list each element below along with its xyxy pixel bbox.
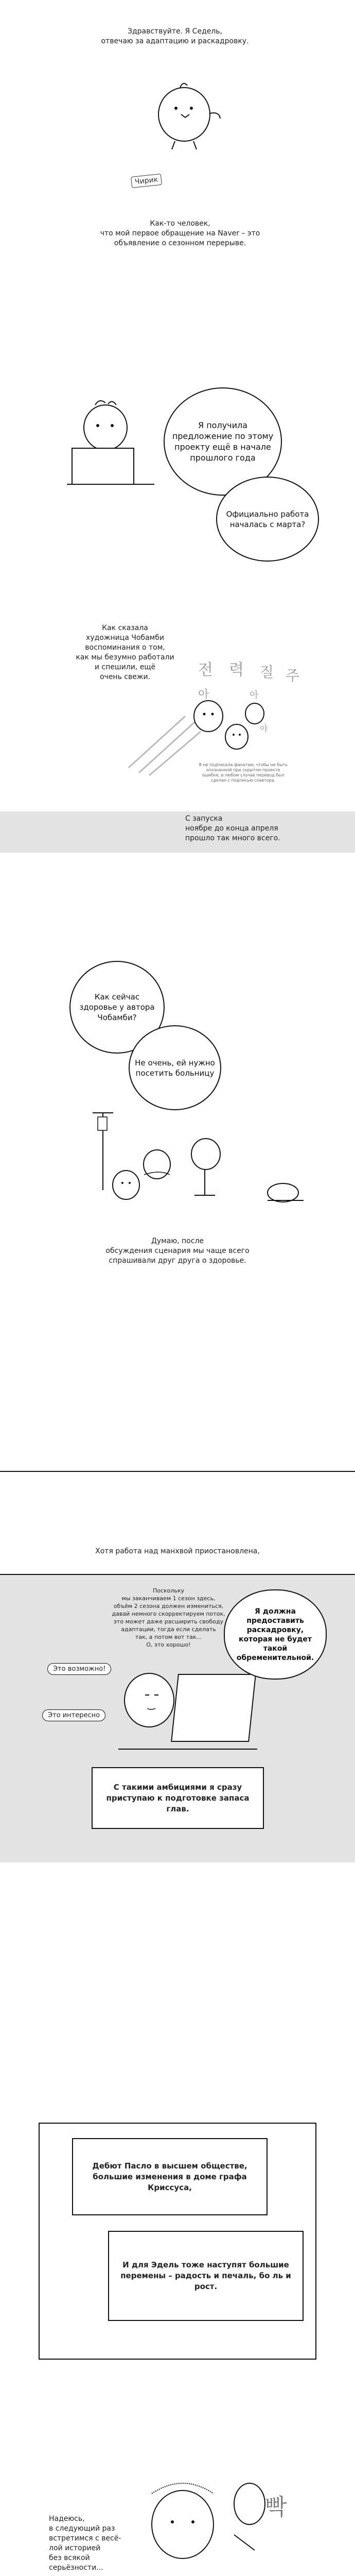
panel7-left-text: Надеюсь, в следующий раз встретимся с весё- лой историей без всякой серьёзности...	[49, 2515, 121, 2572]
speech-bubble-hospital: Не очень, ей нужно посетить больницу	[129, 1025, 221, 1110]
chirp-sticker: Чирик	[131, 174, 162, 188]
sick-characters-illustration	[41, 1103, 309, 1216]
intro-caption: Здравствуйте. Я Седель, отвечаю за адаптацию и раскадровку.	[101, 27, 249, 45]
speech-bubble-proposal: Я получила предложение по этому проекту ещё в начале прошлого года	[164, 387, 282, 496]
bonk-sfx: 빡	[265, 2494, 287, 2520]
artist-at-laptop-illustration	[57, 392, 159, 489]
panel5-caption-top: Хотя работа над манхвой приостановлена,	[95, 1547, 260, 1555]
svg-text:아: 아	[250, 690, 259, 701]
debut-box: Дебют Пасло в высшем обществе, большие изменения в доме графа Криссуса,	[72, 2138, 268, 2215]
panel3-caption-2: С запуска ноябре до конца апреля прошло так много всего.	[185, 815, 280, 842]
panel3-caption: Как сказала художница Чобамби воспоминания о том, как мы безумно работали и спешили, ещё очень свежи.	[76, 624, 174, 681]
storyboard-artist-illustration	[108, 1659, 262, 1757]
section-divider-mid	[0, 1574, 355, 1575]
panel5-discussion-text: Поскольку мы заканчиваем 1 сезон здесь, объём 2 сезона должен измениться, давай немного скорректируем поток, это может даже расширить свободу адаптации, тогда если сделать так, а потом вот так... О, это хорошо!	[112, 1587, 225, 1648]
tag-possible: Это возможно!	[47, 1663, 111, 1675]
panel3-footnote: Я не подписала фанатам, чтобы не быть опознанной при скрытом проекте ошибке, в любом случае перевод был сделан с подписью соавтора.	[199, 762, 288, 783]
svg-text:야: 야	[260, 724, 268, 734]
changes-box: И для Эдель тоже наступят большие перемены – радость и печаль, бо ль и рост.	[108, 2231, 304, 2321]
bonk-characters-illustration	[121, 2463, 286, 2576]
sfx-char-3: 질	[260, 664, 274, 681]
panel2-caption: Как-то человек, что мой первое обращение на Naver – это объявление о сезонном перерыве.	[100, 219, 260, 247]
section-divider-top	[0, 1471, 355, 1472]
sfx-char-4: 주	[286, 667, 300, 684]
speech-bubble-march: Официально работа началась с марта?	[216, 477, 319, 562]
sfx-char-1: 전	[198, 661, 213, 679]
panel4-caption: Думаю, после обсуждения сценария мы чаще всего спрашивали друг друга о здоровье.	[105, 1237, 250, 1265]
speech-bubble-health-question: Как сейчас здоровье у автора Чобамби?	[69, 961, 165, 1054]
bird-character-illustration	[144, 72, 226, 160]
speech-bubble-storyboard: Я должна предоставить раскадровку, которая не будет такой обременительной.	[224, 1589, 327, 1680]
ambition-box: С такими амбициями я сразу приступаю к подготовке запаса глав.	[92, 1767, 264, 1829]
svg-text:아: 아	[198, 688, 209, 701]
sfx-char-2: 력	[229, 661, 244, 679]
tag-interesting: Это интересно	[42, 1709, 105, 1721]
